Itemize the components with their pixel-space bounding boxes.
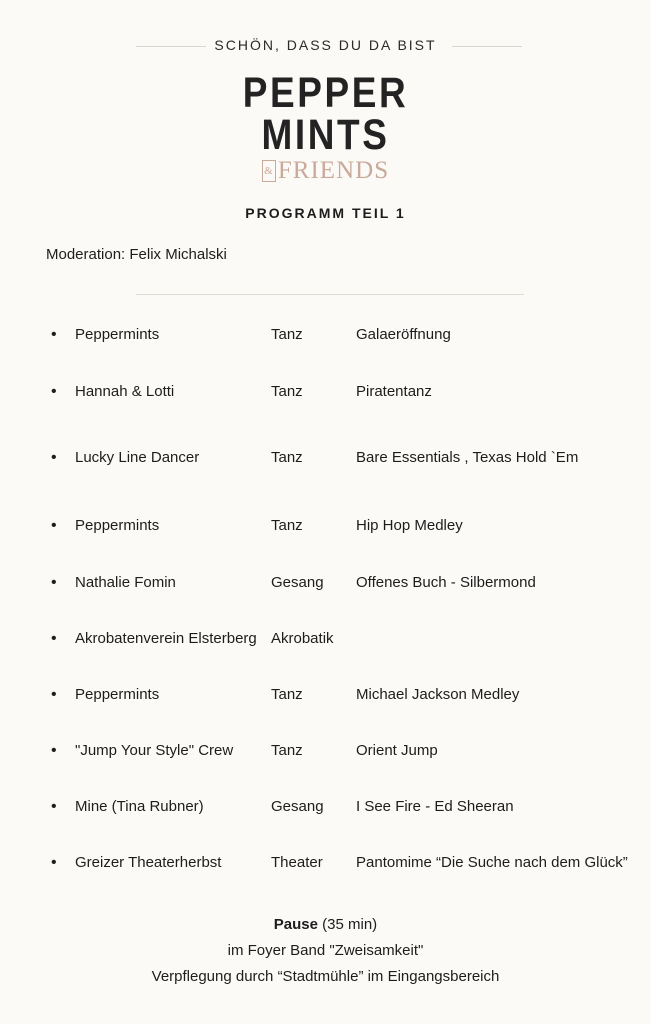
performance-type: Tanz xyxy=(271,742,303,759)
ampersand-badge: & xyxy=(262,160,276,182)
performance-title: Piratentanz xyxy=(356,383,432,400)
performance-type: Theater xyxy=(271,854,323,871)
logo-mints: MINTS xyxy=(261,111,390,159)
performance-title: Pantomime “Die Suche nach dem Glück” xyxy=(356,854,628,871)
performer-name: "Jump Your Style" Crew xyxy=(75,742,234,759)
performer-name: Lucky Line Dancer xyxy=(75,449,200,466)
logo-friends xyxy=(0,157,651,185)
bullet: • xyxy=(51,742,57,759)
moderation-text: Moderation: Felix Michalski xyxy=(46,246,227,263)
performance-title: Hip Hop Medley xyxy=(356,517,463,534)
bullet: • xyxy=(51,517,57,534)
performance-title: Galaeröffnung xyxy=(356,326,451,343)
performance-type: Tanz xyxy=(271,383,303,400)
bullet: • xyxy=(51,574,57,591)
performance-title: Offenes Buch - Silbermond xyxy=(356,574,536,591)
performance-title: Orient Jump xyxy=(356,742,438,759)
performance-title: I See Fire - Ed Sheeran xyxy=(356,798,514,815)
performance-type: Akrobatik xyxy=(271,630,334,647)
performer-name: Hannah & Lotti xyxy=(75,383,175,400)
pause-duration: (35 min) xyxy=(318,916,378,933)
divider xyxy=(136,294,524,295)
pause-label: Pause xyxy=(273,916,318,933)
greeting-text: SCHÖN, DASS DU DA BIST xyxy=(214,37,437,53)
performer-name: Peppermints xyxy=(75,686,160,703)
performance-type: Tanz xyxy=(271,449,303,466)
performance-title: Michael Jackson Medley xyxy=(356,686,520,703)
catering-line: Verpflegung durch “Stadtmühle” im Eingangsbereich xyxy=(151,968,500,985)
performer-name: Akrobatenverein Elsterberg xyxy=(75,630,257,647)
bullet: • xyxy=(51,630,57,647)
section-title: PROGRAMM TEIL 1 xyxy=(245,205,406,221)
performance-type: Tanz xyxy=(271,326,303,343)
performance-type: Tanz xyxy=(271,517,303,534)
performance-type: Gesang xyxy=(271,574,324,591)
performer-name: Greizer Theaterherbst xyxy=(75,854,222,871)
foyer-band-line: im Foyer Band "Zweisamkeit" xyxy=(227,942,424,959)
performer-name: Peppermints xyxy=(75,326,160,343)
performance-type: Tanz xyxy=(271,686,303,703)
bullet: • xyxy=(51,383,57,400)
performance-type: Gesang xyxy=(271,798,324,815)
bullet: • xyxy=(51,326,57,343)
bullet: • xyxy=(51,449,57,466)
performer-name: Mine (Tina Rubner) xyxy=(75,798,204,815)
bullet: • xyxy=(51,854,57,871)
friends-text: FRIENDS xyxy=(277,157,390,184)
performer-name: Peppermints xyxy=(75,517,160,534)
bullet: • xyxy=(51,798,57,815)
pause-line xyxy=(0,916,651,933)
logo-pepper: PEPPER xyxy=(242,69,409,117)
bullet: • xyxy=(51,686,57,703)
performer-name: Nathalie Fomin xyxy=(75,574,176,591)
performance-title: Bare Essentials , Texas Hold `Em xyxy=(356,449,579,466)
